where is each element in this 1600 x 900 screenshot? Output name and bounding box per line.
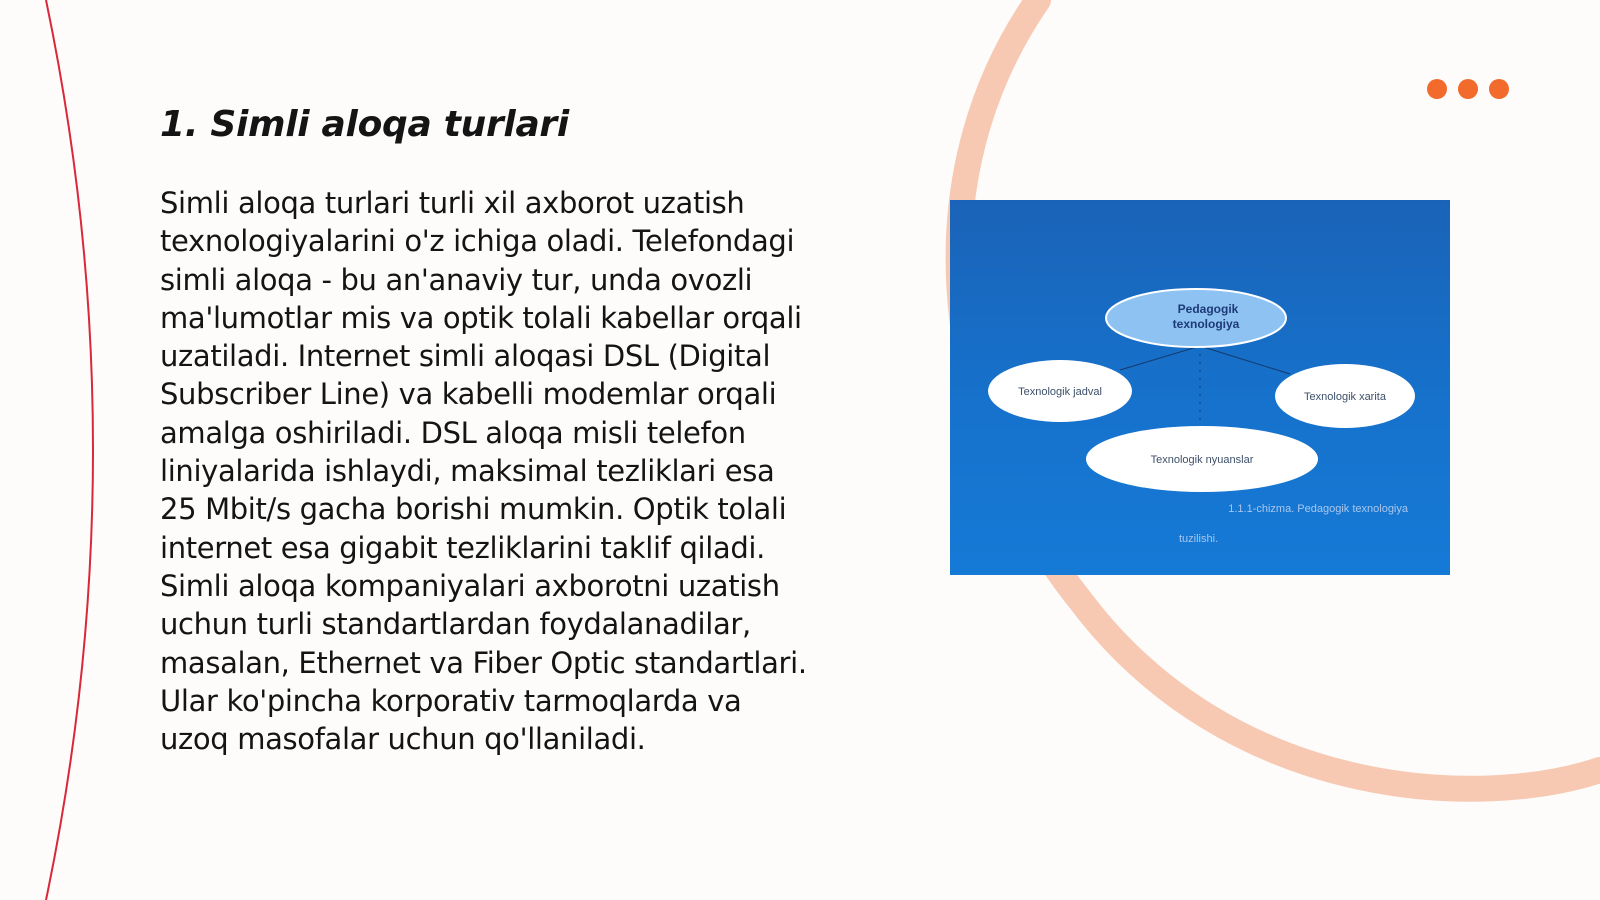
slide-title: 1. Simli aloqa turlari: [160, 104, 569, 145]
body-line: uzatiladi. Internet simli aloqasi DSL (Digital: [160, 339, 771, 374]
body-line: 25 Mbit/s gacha borishi mumkin. Optik tolali: [160, 492, 787, 527]
body-line: uchun turli standartlardan foydalanadilar,: [160, 607, 751, 642]
slide-body-text: [160, 184, 860, 758]
body-line: Simli aloqa kompaniyalari axborotni uzatish: [160, 568, 780, 603]
diagram-image: [950, 200, 1450, 575]
body-line: amalga oshiriladi. DSL aloqa misli telefon: [160, 415, 746, 450]
body-line: Ular ko'pincha korporativ tarmoqlarda va: [160, 683, 742, 718]
body-line: simli aloqa - bu an'anaviy tur, unda ovozli: [160, 262, 753, 297]
dot-icon: [1489, 79, 1509, 99]
dot-icon: [1427, 79, 1447, 99]
node-left-label: Texnologik jadval: [1018, 386, 1102, 398]
left-accent-line: [46, 0, 93, 900]
connector-line: [1200, 346, 1290, 374]
body-line: ma'lumotlar mis va optik tolali kabellar orqali: [160, 300, 802, 335]
node-center-label-line2: texnologiya: [1172, 317, 1240, 331]
connector-line: [1120, 346, 1200, 370]
body-line: internet esa gigabit tezliklarini taklif qiladi.: [160, 530, 765, 565]
figure-caption-line1: 1.1.1-chizma. Pedagogik texnologiya: [1228, 503, 1408, 515]
dot-icon: [1458, 79, 1478, 99]
body-line: liniyalarida ishlaydi, maksimal tezliklari esa: [160, 454, 775, 489]
node-center-label-line1: Pedagogik: [1177, 302, 1239, 316]
body-line: texnologiyalarini o'z ichiga oladi. Telefondagi: [160, 224, 795, 259]
body-line: Simli aloqa turlari turli xil axborot uzatish: [160, 186, 745, 220]
body-line: Subscriber Line) va kabelli modemlar orqali: [160, 377, 777, 412]
node-right-label: Texnologik xarita: [1304, 391, 1386, 403]
node-bottom-label: Texnologik nyuanslar: [1150, 454, 1254, 466]
decorative-dots: [1427, 79, 1509, 99]
figure-caption-line2: tuzilishi.: [1179, 533, 1219, 545]
body-line: masalan, Ethernet va Fiber Optic standartlari.: [160, 645, 807, 680]
diagram-svg: [950, 200, 1450, 575]
body-line: uzoq masofalar uchun qo'llaniladi.: [160, 722, 646, 757]
